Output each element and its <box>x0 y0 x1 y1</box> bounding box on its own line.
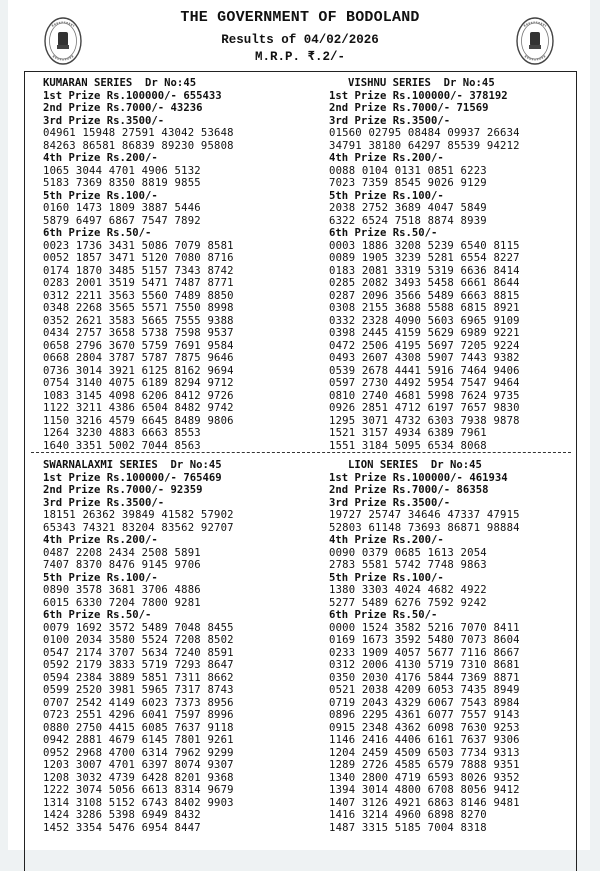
fourth-prize-numbers: 7023 7359 8545 9026 9129 <box>329 177 487 189</box>
sixth-prize-numbers: 0352 2621 3583 5665 7555 9388 <box>43 314 234 327</box>
first-prize-line: 1st Prize Rs.100000/- 655433 <box>43 89 222 102</box>
sixth-prize-numbers: 1295 3071 4732 6303 7938 9878 <box>329 414 520 427</box>
mrp-price: M.R.P. ₹.2/- <box>254 50 346 64</box>
fifth-prize-numbers: 5277 5489 6276 7592 9242 <box>329 596 487 609</box>
sixth-prize-numbers: 0233 1909 4057 5677 7116 8667 <box>329 646 520 659</box>
sixth-prize-numbers: 0312 2211 3563 5560 7489 8850 <box>43 289 234 302</box>
sixth-prize-numbers: 0183 2081 3319 5319 6636 8414 <box>329 264 520 277</box>
series-title: KUMARAN SERIES Dr No:45 <box>43 77 197 89</box>
third-prize-numbers: 04961 15948 27591 43042 53648 <box>43 127 234 139</box>
sixth-prize-numbers: 0599 2520 3981 5965 7317 8743 <box>43 684 234 696</box>
third-prize-numbers: 84263 86581 86839 89230 95808 <box>43 139 234 152</box>
fifth-prize-numbers: 5879 6497 6867 7547 7892 <box>43 214 201 227</box>
fifth-prize-label: 5th Prize Rs.100/- <box>43 571 158 584</box>
fifth-prize-numbers: 6015 6330 7204 7800 9281 <box>43 596 201 609</box>
sixth-prize-numbers: 0283 2001 3519 5471 7487 8771 <box>43 277 234 289</box>
sixth-prize-numbers: 1222 3074 5056 6613 8314 9679 <box>43 784 234 796</box>
sixth-prize-numbers: 0089 1905 3239 5281 6554 8227 <box>329 252 520 264</box>
sixth-prize-numbers: 1146 2416 4406 6161 7637 9306 <box>329 734 520 746</box>
sixth-prize-numbers: 1521 3157 4934 6389 7961 <box>329 427 487 439</box>
sixth-prize-numbers: 0493 2607 4308 5907 7443 9382 <box>329 352 520 364</box>
fourth-prize-label: 4th Prize Rs.200/- <box>43 534 158 546</box>
second-prize-line: 2nd Prize Rs.7000/- 71569 <box>329 102 489 114</box>
sixth-prize-numbers: 0398 2445 4159 5629 6989 9221 <box>329 327 520 339</box>
third-prize-label: 3rd Prize Rs.3500/- <box>43 496 165 509</box>
sixth-prize-numbers: 1340 2800 4719 6593 8026 9352 <box>329 771 520 784</box>
sixth-prize-numbers: 0348 2268 3565 5571 7550 8998 <box>43 302 234 314</box>
fourth-prize-numbers: 0088 0104 0131 0851 6223 <box>329 164 487 177</box>
third-prize-numbers: 18151 26362 39849 41582 57902 <box>43 509 234 521</box>
sixth-prize-numbers: 1122 3211 4386 6504 8482 9742 <box>43 402 234 414</box>
sixth-prize-numbers: 0915 2348 4362 6098 7630 9253 <box>329 721 520 734</box>
sixth-prize-numbers: 0285 2082 3493 5458 6661 8644 <box>329 277 520 289</box>
third-prize-numbers: 34791 38180 64297 85539 94212 <box>329 139 520 152</box>
fourth-prize-label: 4th Prize Rs.200/- <box>43 152 158 164</box>
sixth-prize-numbers: 0332 2328 4090 5603 6965 9109 <box>329 314 520 327</box>
sixth-prize-numbers: 1416 3214 4960 6898 8270 <box>329 809 487 821</box>
sixth-prize-numbers: 0308 2155 3688 5588 6815 8921 <box>329 302 520 314</box>
fifth-prize-label: 5th Prize Rs.100/- <box>329 189 444 202</box>
fourth-prize-numbers: 1065 3044 4701 4906 5132 <box>43 164 201 177</box>
fourth-prize-numbers: 5183 7369 8350 8819 9855 <box>43 177 201 189</box>
sixth-prize-numbers: 0810 2740 4681 5998 7624 9735 <box>329 389 520 402</box>
sixth-prize-numbers: 0952 2968 4700 6314 7962 9299 <box>43 746 234 759</box>
first-prize-line: 1st Prize Rs.100000/- 461934 <box>329 471 508 484</box>
sixth-prize-numbers: 1314 3108 5152 6743 8402 9903 <box>43 796 234 809</box>
sixth-prize-numbers: 1640 3351 5002 7044 8563 <box>43 439 201 452</box>
fourth-prize-label: 4th Prize Rs.200/- <box>329 152 444 164</box>
fourth-prize-numbers: 7407 8370 8476 9145 9706 <box>43 559 201 571</box>
series-block-kumaran <box>43 77 234 452</box>
first-prize-line: 1st Prize Rs.100000/- 378192 <box>329 89 508 102</box>
sixth-prize-numbers: 0754 3140 4075 6189 8294 9712 <box>43 377 234 389</box>
sixth-prize-numbers: 1208 3032 4739 6428 8201 9368 <box>43 771 234 784</box>
fourth-prize-label: 4th Prize Rs.200/- <box>329 534 444 546</box>
second-prize-line: 2nd Prize Rs.7000/- 92359 <box>43 484 203 496</box>
first-prize-line: 1st Prize Rs.100000/- 765469 <box>43 471 222 484</box>
sixth-prize-numbers: 0079 1692 3572 5489 7048 8455 <box>43 621 234 634</box>
sixth-prize-numbers: 0312 2006 4130 5719 7310 8681 <box>329 659 520 671</box>
section-divider <box>31 452 571 453</box>
second-prize-line: 2nd Prize Rs.7000/- 86358 <box>329 484 489 496</box>
third-prize-label: 3rd Prize Rs.3500/- <box>329 496 451 509</box>
sixth-prize-label: 6th Prize Rs.50/- <box>329 227 438 239</box>
sixth-prize-numbers: 0547 2174 3707 5634 7240 8591 <box>43 646 234 659</box>
third-prize-numbers: 65343 74321 83204 83562 92707 <box>43 521 234 534</box>
sixth-prize-numbers: 1264 3230 4883 6663 8553 <box>43 427 201 439</box>
sixth-prize-numbers: 0174 1870 3485 5157 7343 8742 <box>43 264 234 277</box>
sixth-prize-numbers: 0472 2506 4195 5697 7205 9224 <box>329 339 520 352</box>
third-prize-numbers: 52803 61148 73693 86871 98884 <box>329 521 520 534</box>
series-title: VISHNU SERIES Dr No:45 <box>348 77 495 89</box>
sixth-prize-numbers: 0926 2851 4712 6197 7657 9830 <box>329 402 520 414</box>
sixth-prize-label: 6th Prize Rs.50/- <box>329 609 438 621</box>
sixth-prize-numbers: 1150 3216 4579 6645 8489 9806 <box>43 414 234 427</box>
third-prize-label: 3rd Prize Rs.3500/- <box>329 114 451 127</box>
fourth-prize-numbers: 0487 2208 2434 2508 5891 <box>43 546 201 559</box>
sixth-prize-numbers: 0434 2757 3658 5738 7598 9537 <box>43 327 234 339</box>
third-prize-numbers: 19727 25747 34646 47337 47915 <box>329 509 520 521</box>
series-title: SWARNALAXMI SERIES Dr No:45 <box>43 459 222 471</box>
sixth-prize-numbers: 0880 2750 4415 6085 7637 9118 <box>43 721 234 734</box>
fourth-prize-numbers: 0090 0379 0685 1613 2054 <box>329 546 487 559</box>
sixth-prize-label: 6th Prize Rs.50/- <box>43 609 152 621</box>
sixth-prize-numbers: 0668 2804 3787 5787 7875 9646 <box>43 352 234 364</box>
sixth-prize-numbers: 0707 2542 4149 6023 7373 8956 <box>43 696 234 709</box>
sixth-prize-numbers: 1424 3286 5398 6949 8432 <box>43 809 201 821</box>
sixth-prize-numbers: 1551 3184 5095 6534 8068 <box>329 439 487 452</box>
sixth-prize-numbers: 1407 3126 4921 6863 8146 9481 <box>329 796 520 809</box>
series-block-swarnalaxmi <box>43 459 234 834</box>
sixth-prize-label: 6th Prize Rs.50/- <box>43 227 152 239</box>
sixth-prize-numbers: 0052 1857 3471 5120 7080 8716 <box>43 252 234 264</box>
second-prize-line: 2nd Prize Rs.7000/- 43236 <box>43 102 203 114</box>
series-block-vishnu <box>329 77 520 452</box>
sixth-prize-numbers: 0000 1524 3582 5216 7070 8411 <box>329 621 520 634</box>
sixth-prize-numbers: 0003 1886 3208 5239 6540 8115 <box>329 239 520 252</box>
series-title: LION SERIES Dr No:45 <box>348 459 482 471</box>
sixth-prize-numbers: 0592 2179 3833 5719 7293 8647 <box>43 659 234 671</box>
sixth-prize-numbers: 0736 3014 3921 6125 8162 9694 <box>43 364 234 377</box>
sixth-prize-numbers: 0896 2295 4361 6077 7557 9143 <box>329 709 520 721</box>
third-prize-numbers: 01560 02795 08484 09937 26634 <box>329 127 520 139</box>
fifth-prize-numbers: 1380 3303 4024 4682 4922 <box>329 584 487 596</box>
fifth-prize-numbers: 2038 2752 3689 4047 5849 <box>329 202 487 214</box>
sixth-prize-numbers: 0287 2096 3566 5489 6663 8815 <box>329 289 520 302</box>
sixth-prize-numbers: 0719 2043 4329 6067 7543 8984 <box>329 696 520 709</box>
page-title: THE GOVERNMENT OF BODOLAND <box>180 9 420 26</box>
sixth-prize-numbers: 0658 2796 3670 5759 7691 9584 <box>43 339 234 352</box>
series-block-lion <box>329 459 520 834</box>
sixth-prize-numbers: 1487 3315 5185 7004 8318 <box>329 821 487 834</box>
sixth-prize-numbers: 0539 2678 4441 5916 7464 9406 <box>329 364 520 377</box>
fifth-prize-label: 5th Prize Rs.100/- <box>329 571 444 584</box>
fourth-prize-numbers: 2783 5581 5742 7748 9863 <box>329 559 487 571</box>
fifth-prize-numbers: 0160 1473 1809 3887 5446 <box>43 202 201 214</box>
results-date: Results of 04/02/2026 <box>221 33 379 47</box>
sixth-prize-numbers: 0350 2030 4176 5844 7369 8871 <box>329 671 520 684</box>
sixth-prize-numbers: 0597 2730 4492 5954 7547 9464 <box>329 377 520 389</box>
sixth-prize-numbers: 0594 2384 3889 5851 7311 8662 <box>43 671 234 684</box>
sixth-prize-numbers: 0942 2881 4679 6145 7801 9261 <box>43 734 234 746</box>
fifth-prize-label: 5th Prize Rs.100/- <box>43 189 158 202</box>
sixth-prize-numbers: 0023 1736 3431 5086 7079 8581 <box>43 239 234 252</box>
sixth-prize-numbers: 0521 2038 4209 6053 7435 8949 <box>329 684 520 696</box>
sixth-prize-numbers: 0169 1673 3592 5480 7073 8604 <box>329 634 520 646</box>
sixth-prize-numbers: 1203 3007 4701 6397 8074 9307 <box>43 759 234 771</box>
fifth-prize-numbers: 0890 3578 3681 3706 4886 <box>43 584 201 596</box>
sixth-prize-numbers: 1394 3014 4800 6708 8056 9412 <box>329 784 520 796</box>
sixth-prize-numbers: 0723 2551 4296 6041 7597 8996 <box>43 709 234 721</box>
sixth-prize-numbers: 1452 3354 5476 6954 8447 <box>43 821 201 834</box>
sheet-header <box>0 0 600 72</box>
third-prize-label: 3rd Prize Rs.3500/- <box>43 114 165 127</box>
sixth-prize-numbers: 1204 2459 4509 6503 7734 9313 <box>329 746 520 759</box>
fifth-prize-numbers: 6322 6524 7518 8874 8939 <box>329 214 487 227</box>
sixth-prize-numbers: 1083 3145 4098 6206 8412 9726 <box>43 389 234 402</box>
sixth-prize-numbers: 1289 2726 4585 6579 7888 9351 <box>329 759 520 771</box>
sixth-prize-numbers: 0100 2034 3580 5524 7208 8502 <box>43 634 234 646</box>
